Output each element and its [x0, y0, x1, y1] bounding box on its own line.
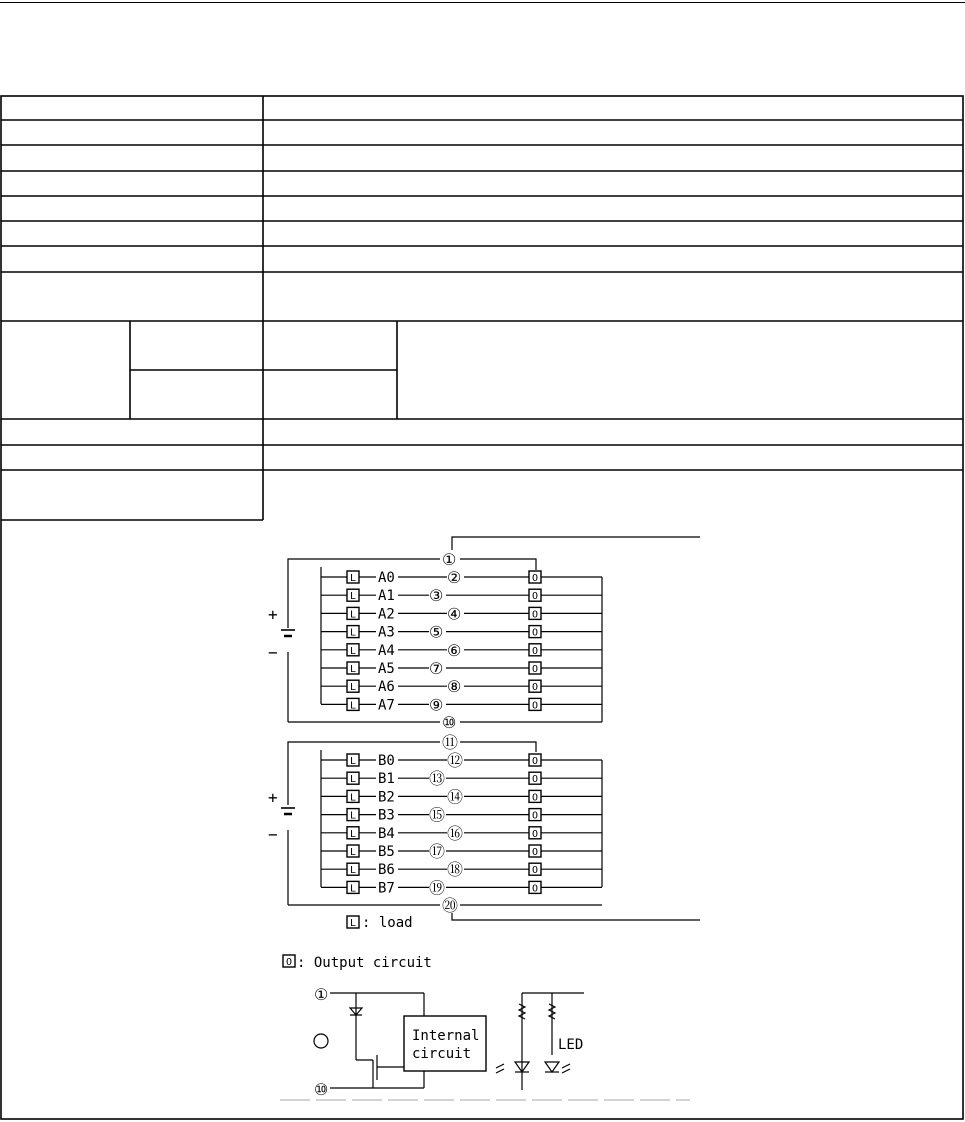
output-label-b2: B2: [378, 789, 395, 806]
terminal-a1: ③: [429, 586, 444, 606]
terminal-b6: ⑱: [447, 860, 464, 880]
internal-circuit-label-1: Internal: [412, 1028, 480, 1044]
load-symbol: L: [350, 609, 357, 621]
output-symbol: O: [532, 627, 539, 639]
wiring-terminals: [350, 550, 538, 915]
output-symbol: O: [532, 591, 539, 603]
terminal-b4: ⑯: [447, 823, 464, 843]
terminal-a0: ②: [447, 568, 462, 587]
output-label-b3: B3: [378, 807, 395, 824]
terminal-b3: ⑮: [429, 805, 446, 825]
terminal-b5: ⑰: [429, 842, 446, 861]
output-label-b0: B0: [378, 753, 395, 769]
internal-circuit-label-2: circuit: [412, 1046, 472, 1062]
output-symbol: O: [532, 645, 539, 657]
plus-label-a: +: [268, 605, 278, 624]
svg-text:: load: : load: [362, 915, 413, 931]
terminal-a2: ④: [447, 604, 462, 624]
output-label-b6: B6: [378, 862, 395, 879]
terminal-b1: ⑬: [429, 769, 446, 789]
output-symbol: O: [532, 828, 539, 840]
output-label-b1: B1: [378, 771, 395, 788]
output-label-a6: A6: [378, 679, 395, 696]
terminal-a7: ⑨: [429, 695, 444, 715]
terminal-bottom-terminals_b: ⑳: [442, 896, 459, 915]
output-label-b7: B7: [378, 880, 395, 897]
terminal-a5: ⑦: [429, 659, 444, 678]
load-symbol: L: [350, 774, 357, 786]
output-label-b4: B4: [378, 825, 395, 842]
schem-terminal-top: ①: [314, 985, 329, 1004]
load-symbol: L: [350, 627, 357, 639]
output-label-a3: A3: [378, 624, 395, 641]
load-symbol: L: [350, 682, 357, 694]
wiring-diagram: [281, 537, 700, 920]
output-symbol: O: [532, 573, 539, 584]
terminal-a6: ⑧: [447, 677, 462, 697]
terminal-b2: ⑭: [447, 787, 464, 807]
load-symbol: L: [350, 792, 357, 804]
output-symbol: O: [532, 664, 539, 675]
load-symbol: L: [350, 591, 357, 603]
output-circuit-schematic: [280, 993, 690, 1100]
load-symbol: L: [350, 700, 357, 712]
minus-label-a: −: [268, 643, 278, 662]
output-label-a5: A5: [378, 661, 395, 677]
led-label: LED: [558, 1037, 584, 1053]
output-symbol: O: [532, 756, 539, 767]
load-symbol: L: [350, 573, 357, 584]
load-symbol: L: [350, 847, 357, 858]
output-label-a0: A0: [378, 570, 395, 586]
svg-text:: Output circuit: : Output circuit: [297, 955, 432, 971]
load-symbol: L: [350, 828, 357, 840]
minus-label-b: −: [268, 825, 278, 844]
output-symbol: O: [532, 810, 539, 822]
output-symbol: O: [532, 774, 539, 786]
terminal-top-terminals_a: ①: [442, 550, 457, 569]
terminal-bottom-terminals_a: ⑩: [442, 713, 457, 732]
terminal-b0: ⑫: [447, 751, 464, 770]
output-symbol: O: [532, 792, 539, 804]
load-symbol: L: [350, 810, 357, 822]
spec-table-grid: [1, 96, 963, 1119]
output-label-a2: A2: [378, 606, 395, 623]
output-symbol: O: [532, 682, 539, 694]
terminal-top-terminals_b: ⑪: [442, 733, 459, 752]
output-label-b5: B5: [378, 844, 395, 860]
load-legend: [347, 915, 413, 931]
output-symbol: O: [532, 700, 539, 712]
load-symbol: L: [350, 756, 357, 767]
plus-label-b: +: [268, 788, 278, 807]
svg-text:L: L: [350, 918, 357, 929]
load-symbol: L: [350, 883, 357, 895]
svg-text:O: O: [286, 957, 293, 968]
schem-terminal-bottom: ⑩: [314, 1080, 329, 1099]
load-symbol: L: [350, 645, 357, 657]
output-symbol: O: [532, 883, 539, 895]
output-label-a1: A1: [378, 588, 395, 605]
output-legend: [283, 955, 432, 971]
output-symbol: O: [532, 865, 539, 877]
terminal-b7: ⑲: [429, 878, 446, 898]
terminal-a4: ⑥: [447, 640, 462, 660]
load-symbol: L: [350, 664, 357, 675]
output-label-a7: A7: [378, 697, 395, 714]
load-symbol: L: [350, 865, 357, 877]
terminal-a3: ⑤: [429, 622, 444, 642]
output-label-a4: A4: [378, 642, 395, 659]
output-symbol: O: [532, 609, 539, 621]
output-symbol: O: [532, 847, 539, 858]
